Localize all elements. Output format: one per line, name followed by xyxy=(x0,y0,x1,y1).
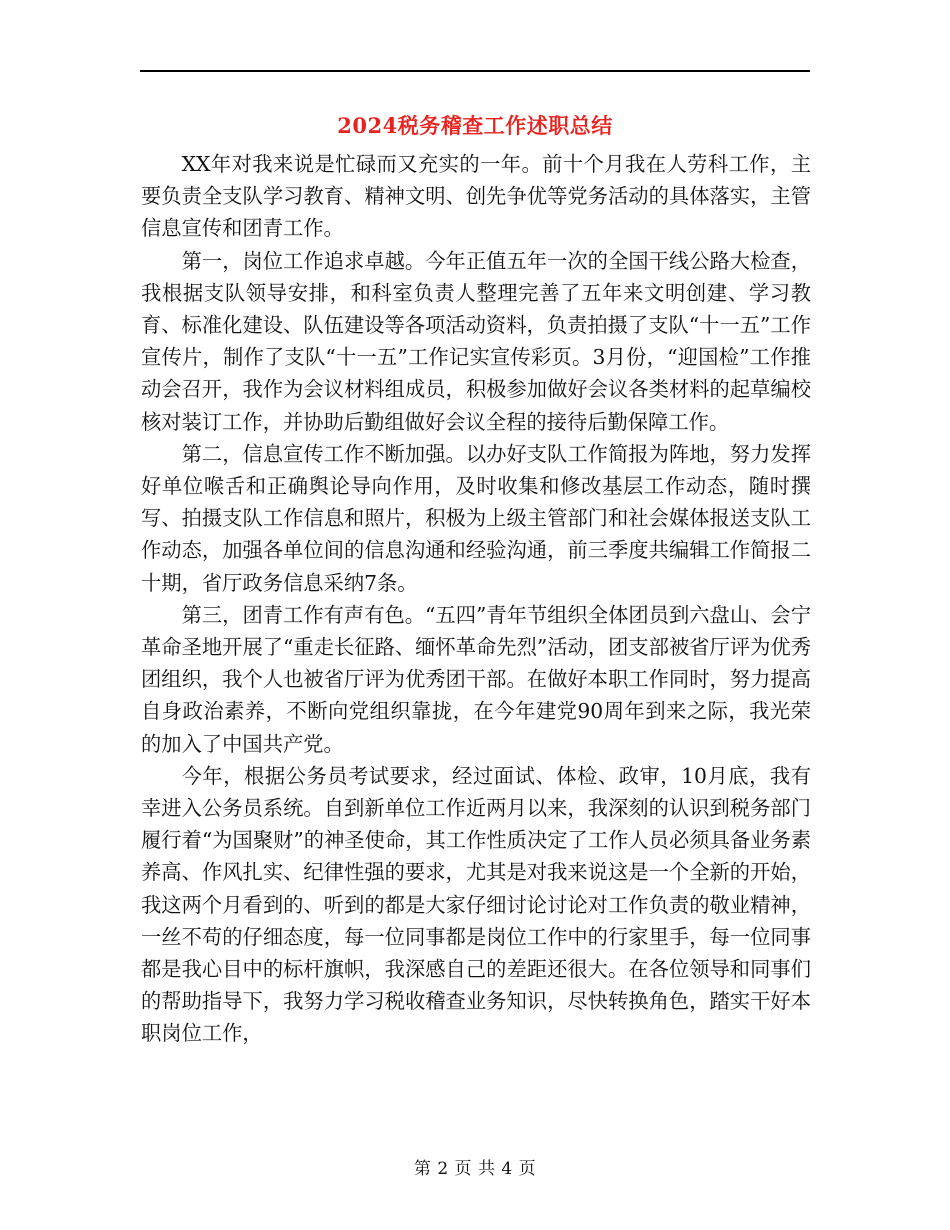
paragraph-3: 第二，信息宣传工作不断加强。以办好支队工作简报为阵地，努力发挥好单位喉舌和正确舆论导向作用，及时收集和修改基层工作动态，随时撰写、拍摄支队工作信息和照片，积极为上级主管部门和社会媒体报送支队工作动态，加强各单位间的信息沟通和经验沟通，前三季度共编辑工作简报二十期，省厅政务信息采纳7条。 xyxy=(141,441,811,595)
header-rule xyxy=(140,70,810,72)
paragraph-1: XX年对我来说是忙碌而又充实的一年。前十个月我在人劳科工作，主要负责全支队学习教育、精神文明、创先争优等党务活动的具体落实，主管信息宣传和团青工作。 xyxy=(141,152,811,241)
document-body xyxy=(141,148,811,1050)
paragraph-2: 第一，岗位工作追求卓越。今年正值五年一次的全国干线公路大检查，我根据支队领导安排，和科室负责人整理完善了五年来文明创建、学习教育、标准化建设、队伍建设等各项活动资料，负责拍摄了支队“十一五”工作宣传片，制作了支队“十一五”工作记实宣传彩页。3月份，“迎国检”工作推动会召开，我作为会议材料组成员，积极参加做好会议各类材料的起草编校核对装订工作，并协助后勤组做好会议全程的接待后勤保障工作。 xyxy=(141,248,811,434)
page-number: 第 2 页 共 4 页 xyxy=(413,1159,537,1179)
document-title: 2024税务稽查工作述职总结 xyxy=(337,113,613,138)
paragraph-4: 第三，团青工作有声有色。“五四”青年节组织全体团员到六盘山、会宁革命圣地开展了“重走长征路、缅怀革命先烈”活动，团支部被省厅评为优秀团组织，我个人也被省厅评为优秀团干部。在做好本职工作同时，努力提高自身政治素养，不断向党组织靠拢，在今年建党90周年到来之际，我光荣的加入了中国共产党。 xyxy=(141,602,811,756)
paragraph-5: 今年，根据公务员考试要求，经过面试、体检、政审，10月底，我有幸进入公务员系统。自到新单位工作近两月以来，我深刻的认识到税务部门履行着“为国聚财”的神圣使命，其工作性质决定了工作人员必须具备业务素养高、作风扎实、纪律性强的要求，尤其是对我来说这是一个全新的开始，我这两个月看到的、听到的都是大家仔细讨论讨论对工作负责的敬业精神，一丝不苟的仔细态度，每一位同事都是岗位工作中的行家里手，每一位同事都是我心目中的标杆旗帜，我深感自己的差距还很大。在各位领导和同事们的帮助指导下，我努力学习税收稽查业务知识，尽快转换角色，踏实干好本职岗位工作， xyxy=(141,763,811,1046)
